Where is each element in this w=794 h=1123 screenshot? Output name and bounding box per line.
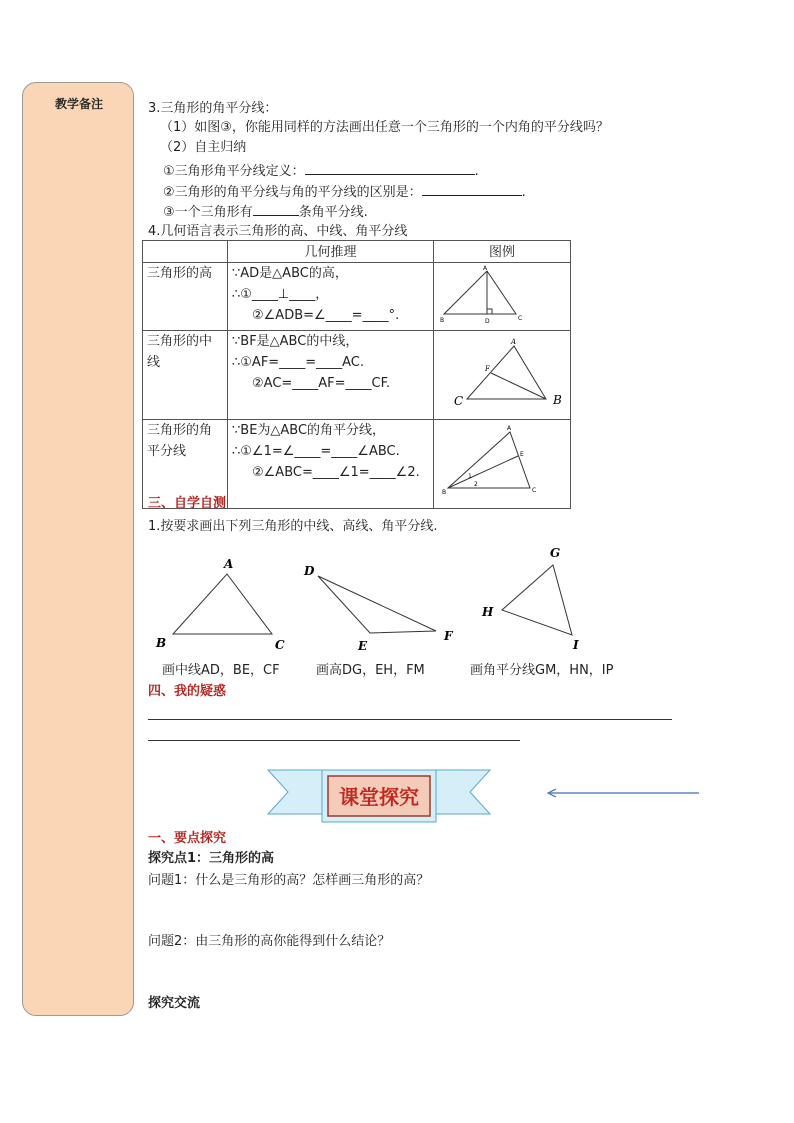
- point-label: C: [454, 394, 464, 408]
- angle-label: 2: [474, 481, 478, 488]
- banner-ribbon-left: [268, 770, 324, 814]
- point-label: E: [358, 639, 368, 653]
- triangle-abc: [173, 574, 272, 634]
- difference-blank[interactable]: [422, 182, 522, 196]
- point-label: A: [507, 425, 512, 432]
- point-label: C: [532, 487, 537, 494]
- self-test-q1: 1.按要求画出下列三角形的中线、高线、角平分线.: [148, 519, 438, 534]
- section3-q2: （2）自主归纳: [160, 140, 247, 155]
- count-label-a: ③一个三角形有: [163, 205, 253, 220]
- count-blank[interactable]: [253, 202, 299, 216]
- banner-ribbon-right: [434, 770, 490, 814]
- answer-line[interactable]: [148, 719, 672, 720]
- point-label: D: [485, 318, 490, 325]
- point-label: B: [442, 489, 447, 496]
- point-label: G: [550, 546, 561, 560]
- table-header-row: [143, 241, 571, 263]
- row-label: 三角形的高: [143, 263, 228, 331]
- difference-line: ②三角形的角平分线与角的平分线的区别是： .: [163, 182, 526, 203]
- definition-line: ①三角形角平分线定义： .: [163, 161, 479, 182]
- table-row: [143, 331, 571, 420]
- doubts-heading: 四、我的疑惑: [148, 684, 227, 699]
- sidebar-title: 教学备注: [54, 97, 103, 111]
- row-reasoning: ∵BE为△ABC的角平分线， ∴①∠1=∠____=____∠ABC. ②∠ABC=____∠1=____∠2.: [228, 420, 434, 509]
- angle-label: 1: [468, 473, 472, 480]
- point-label: E: [520, 451, 524, 458]
- point-label: B: [553, 393, 562, 407]
- altitude-triangle: [444, 271, 516, 314]
- caption-bisectors: 画角平分线GM，HN，IP: [470, 663, 614, 678]
- geometry-table: [142, 240, 571, 509]
- difference-label: ②三角形的角平分线与角的平分线的区别是：: [163, 185, 422, 200]
- explore-question1: 问题1：什么是三角形的高？怎样画三角形的高？: [148, 873, 430, 888]
- point-label: C: [275, 638, 285, 652]
- altitude-figure: [434, 263, 570, 326]
- altitude-figure-cell: [434, 263, 571, 331]
- arrow-left-icon: [544, 786, 704, 800]
- point-label: F: [444, 629, 453, 643]
- explore-question2: 问题2：由三角形的高你能得到什么结论？: [148, 934, 391, 949]
- row-label: 三角形的角平分线: [143, 420, 228, 509]
- answer-line[interactable]: [148, 740, 520, 741]
- bisector-line: [448, 456, 518, 488]
- bisector-triangle: [448, 432, 530, 488]
- point-label: C: [518, 315, 523, 322]
- point-label: D: [304, 564, 315, 578]
- bisector-figure: [434, 420, 570, 504]
- point-label: A: [511, 338, 517, 346]
- explore-point1: 探究点1：三角形的高: [148, 851, 275, 866]
- point-label: I: [573, 638, 579, 652]
- practice-triangles: [140, 540, 660, 655]
- bisector-figure-cell: [434, 420, 571, 509]
- point-label: H: [482, 605, 494, 619]
- header-empty: [143, 241, 228, 263]
- caption-altitudes: 画高DG，EH，FM: [316, 663, 425, 678]
- count-line: [163, 202, 368, 223]
- section3-q1: （1）如图③，你能用同样的方法画出任意一个三角形的一个内角的平分线吗？: [160, 120, 609, 135]
- explore-heading: 一、要点探究: [148, 831, 227, 846]
- explore-exchange: 探究交流: [148, 996, 201, 1011]
- triangle-ghi: [502, 565, 572, 635]
- point-label: F: [485, 365, 490, 373]
- row-reasoning: ∵BF是△ABC的中线， ∴①AF=____=____AC. ②AC=____AF=____CF.: [228, 331, 434, 420]
- self-test-heading: 三、自学自测: [148, 496, 227, 511]
- row-reasoning: ∵AD是△ABC的高， ∴①____⊥____， ②∠ADB=∠____=____°.: [228, 263, 434, 331]
- table-row: [143, 263, 571, 331]
- banner-text: 课堂探究: [339, 785, 419, 809]
- caption-medians: 画中线AD，BE，CF: [162, 663, 280, 678]
- definition-blank[interactable]: [305, 161, 475, 175]
- count-label-b: 条角平分线.: [298, 205, 368, 220]
- header-reasoning: 几何推理: [228, 241, 434, 263]
- median-triangle: [467, 346, 546, 399]
- triangle-def: [318, 576, 436, 633]
- classroom-inquiry-banner: [264, 764, 494, 828]
- median-figure-cell: [434, 331, 571, 420]
- point-label: A: [224, 557, 234, 571]
- row-label: 三角形的中线: [143, 331, 228, 420]
- header-figure: 图例: [434, 241, 571, 263]
- point-label: B: [440, 317, 445, 324]
- section4-heading: 4.几何语言表示三角形的高、中线、角平分线: [148, 224, 408, 239]
- point-label: B: [156, 636, 167, 650]
- definition-label: ①三角形角平分线定义：: [163, 164, 305, 179]
- notes-sidebar: [22, 82, 134, 1016]
- point-label: A: [483, 265, 488, 272]
- median-figure: [434, 331, 570, 415]
- right-angle-mark: [487, 309, 492, 314]
- section3-heading: 3.三角形的角平分线：: [148, 101, 278, 116]
